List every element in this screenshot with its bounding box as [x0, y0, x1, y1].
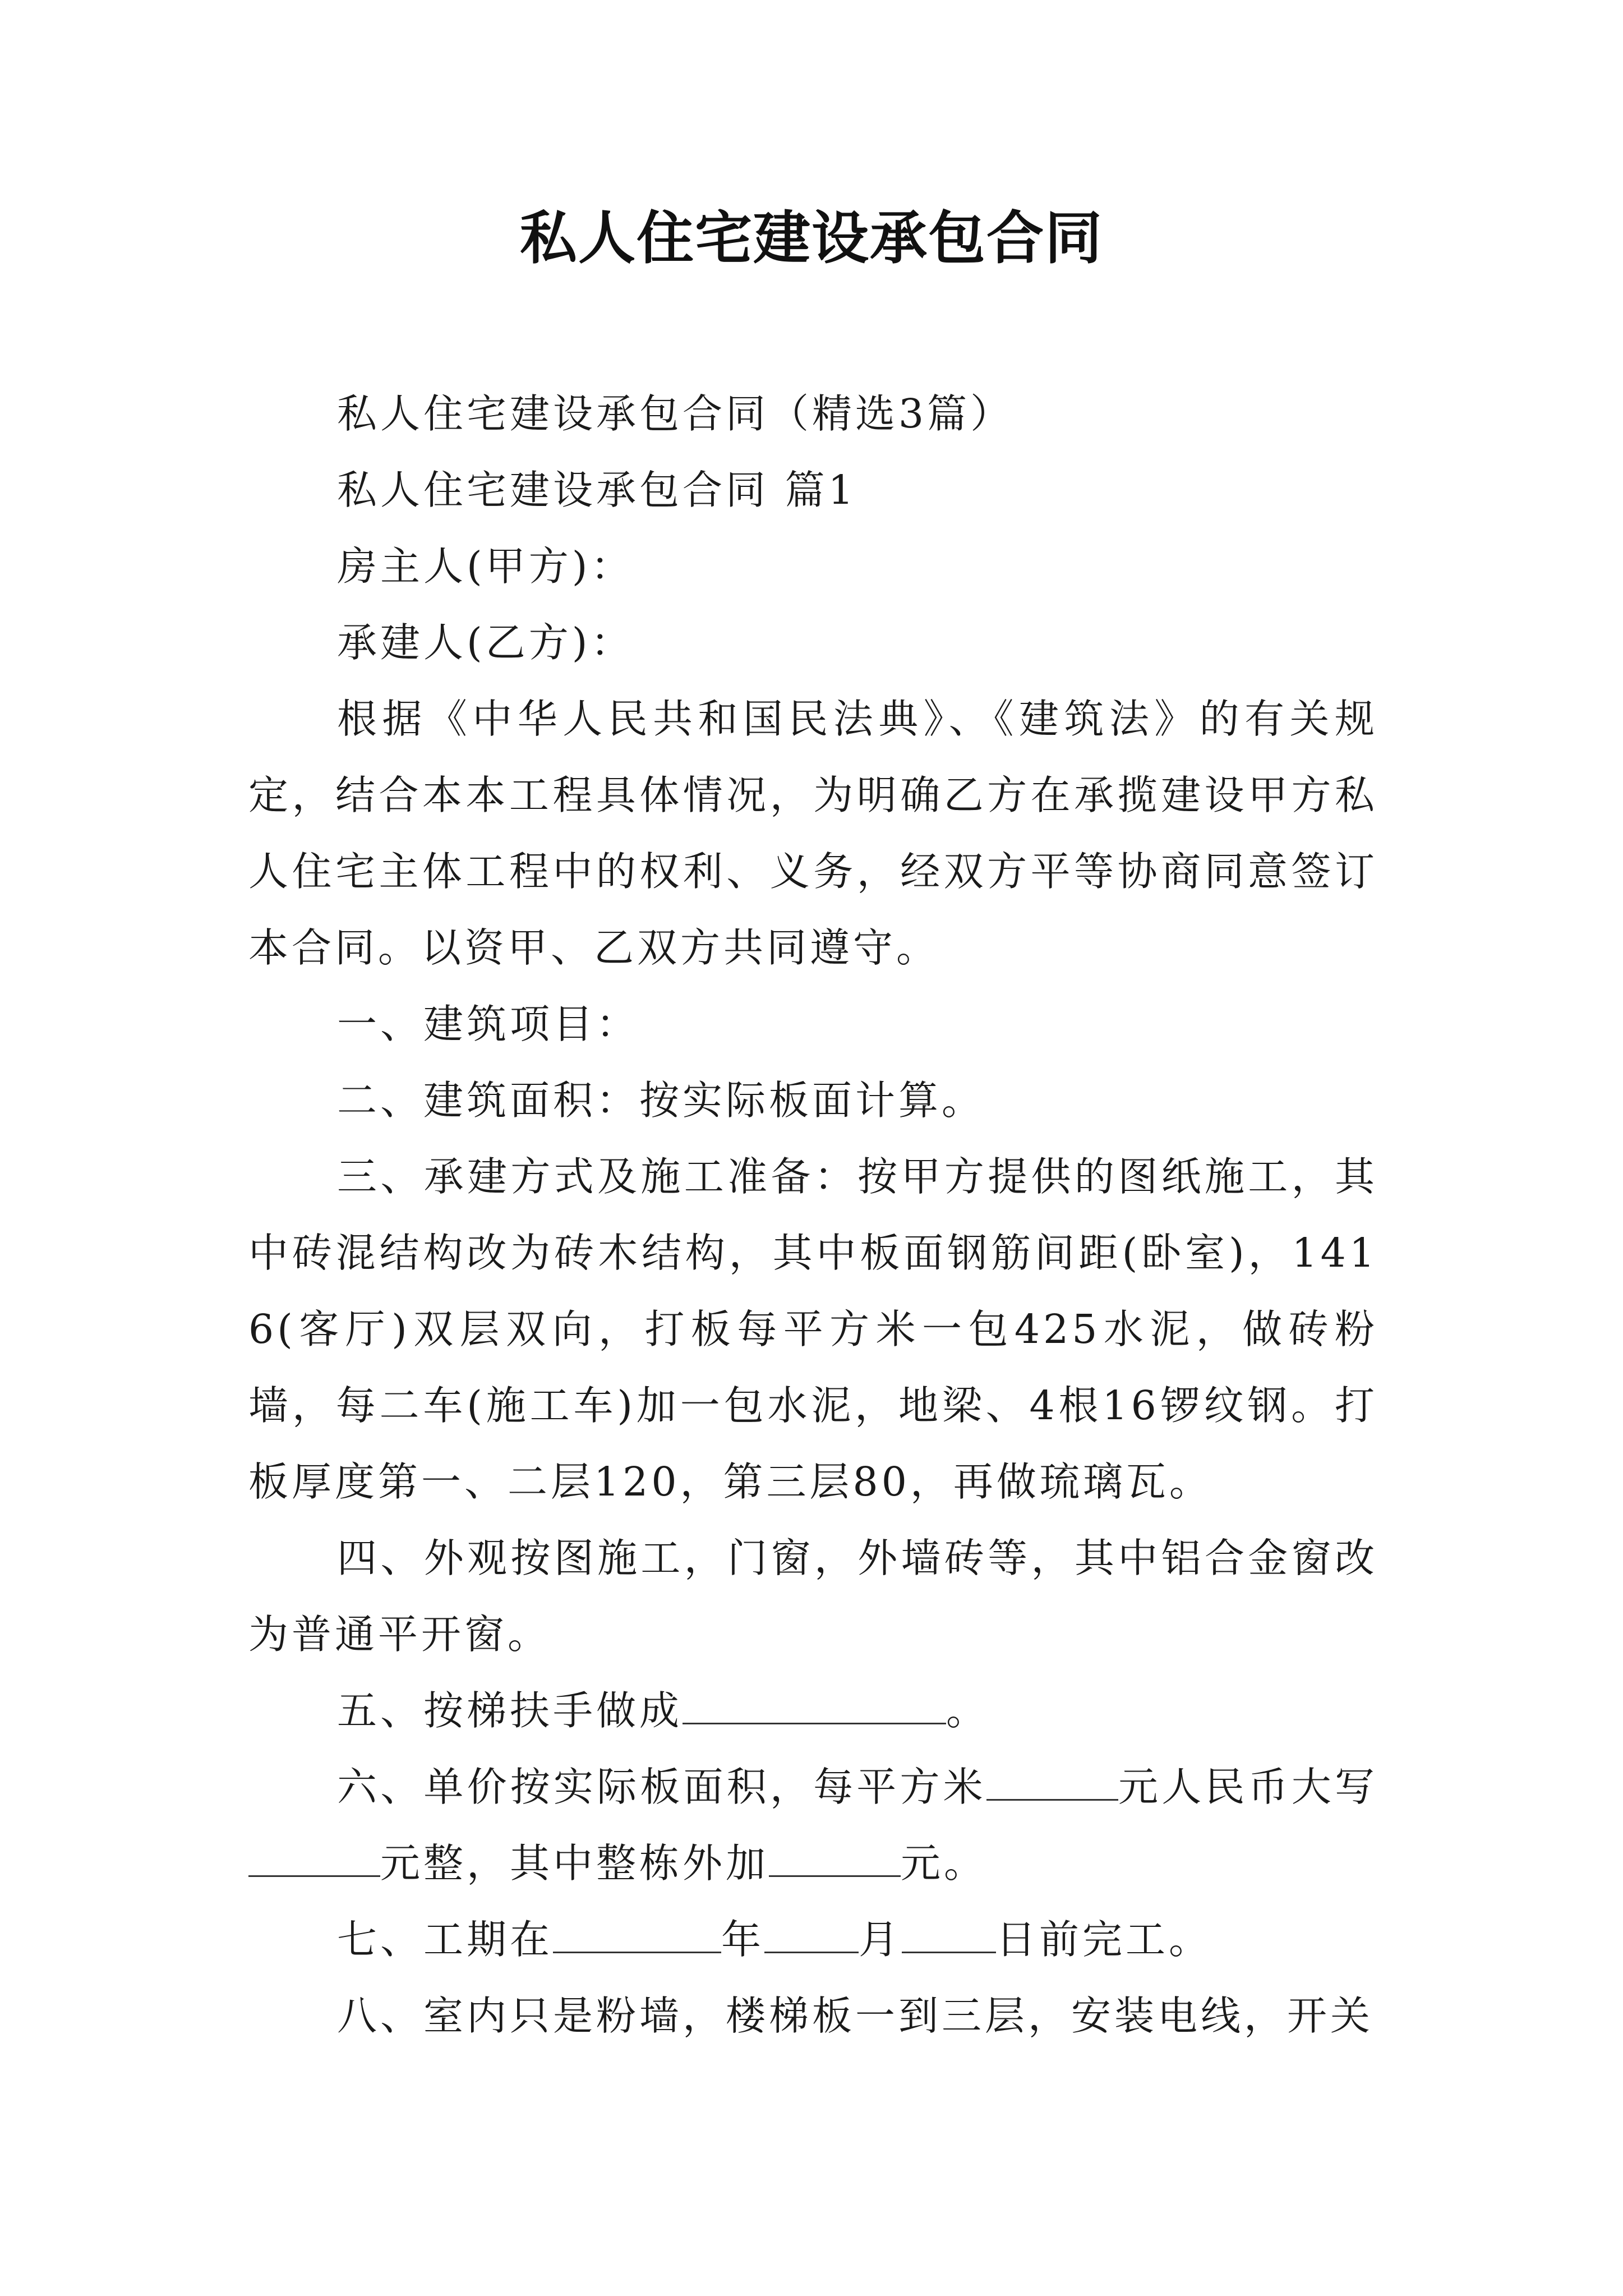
paragraph-clause-1: 一、建筑项目： [337, 1001, 640, 1047]
paragraph-clause-6 [248, 1749, 1378, 1902]
paragraph-part-heading: 私人住宅建设承包合同 篇1 [337, 467, 857, 513]
fill-blank-year [553, 1916, 721, 1953]
paragraph-collection-title: 私人住宅建设承包合同（精选3篇） [337, 390, 1014, 437]
paragraph-clause-8: 八、室内只是粉墙，楼梯板一到三层，安装电线，开关 [337, 1993, 1374, 2039]
clause-7-text-a: 七、工期在 [337, 1916, 554, 1963]
clause-6-text-d: 元。 [901, 1840, 988, 1887]
fill-blank-handrail [683, 1687, 946, 1724]
paragraph-clause-5 [248, 1673, 1378, 1749]
fill-blank-month [764, 1916, 859, 1953]
clause-7-text-d: 日前完工。 [996, 1916, 1212, 1963]
paragraph-clause-7 [248, 1902, 1378, 1978]
paragraph-party-a: 房主人(甲方)： [337, 543, 634, 590]
paragraph-clause-2: 二、建筑面积：按实际板面计算。 [337, 1077, 985, 1124]
clause-7-text-b: 年 [721, 1916, 765, 1963]
fill-blank-price-uppercase [248, 1839, 380, 1877]
paragraph-preamble: 根据《中华人民共和国民法典》、《建筑法》的有关规定，结合本本工程具体情况，为明确乙方在承揽建设甲方私人住宅主体工程中的权利、义务，经双方平等协商同意签订本合同。以资甲、乙双方共同遵守。 [248, 696, 1378, 971]
clause-5-text: 五、按梯扶手做成 [337, 1687, 683, 1734]
fill-blank-day [902, 1916, 996, 1953]
paragraph-party-b: 承建人(乙方)： [337, 619, 634, 666]
document-body [248, 376, 1378, 2054]
paragraph-clause-3: 三、承建方式及施工准备：按甲方提供的图纸施工，其中砖混结构改为砖木结构，其中板面钢筋间距(卧室)，1416(客厅)双层双向，打板每平方米一包425水泥，做砖粉墙，每二车(施工车)加一包水泥，地梁、4根16锣纹钢。打板厚度第一、二层120，第三层80，再做琉璃瓦。 [248, 1153, 1378, 1505]
clause-5-end: 。 [946, 1687, 990, 1734]
document-title: 私人住宅建设承包合同 [520, 205, 1103, 272]
paragraph-clause-4: 四、外观按图施工，门窗，外墙砖等，其中铝合金窗改为普通平开窗。 [248, 1535, 1378, 1658]
fill-blank-unit-price [986, 1763, 1118, 1801]
clause-7-text-c: 月 [859, 1916, 902, 1963]
fill-blank-extra-amount [769, 1839, 901, 1877]
clause-6-text-a: 六、单价按实际板面积，每平方米 [337, 1764, 986, 1810]
clause-6-text-c: 元整，其中整栋外加 [380, 1840, 769, 1887]
clause-6-text-b: 元人民币大写 [1118, 1764, 1378, 1810]
